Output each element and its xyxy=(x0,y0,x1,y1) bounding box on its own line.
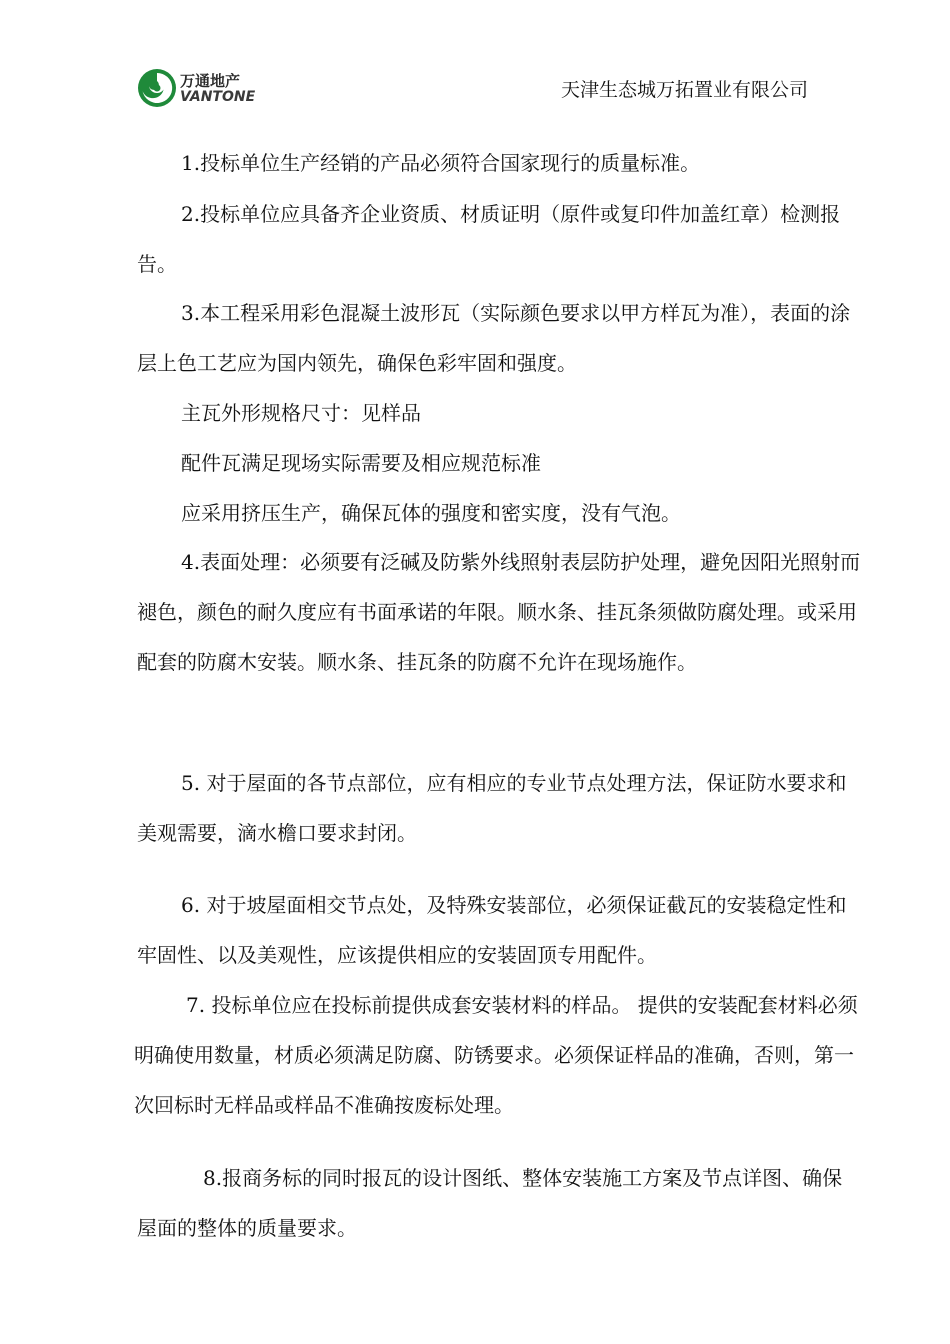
company-name: 天津生态城万拓置业有限公司 xyxy=(560,79,808,101)
paragraph-4: 4.表面处理：必须要有泛碱及防紫外线照射表层防护处理，避免因阳光照射而褪色，颜色的耐久度应有书面承诺的年限。顺水条、挂瓦条须做防腐处理。或采用配套的防腐木安装。顺水条、挂瓦条的防腐不允许在现场施作。 xyxy=(137,550,861,674)
paragraph-3: 3.本工程采用彩色混凝土波形瓦（实际颜色要求以甲方样瓦为准），表面的涂层上色工艺应为国内领先，确保色彩牢固和强度。 xyxy=(137,301,851,375)
paragraph-extrusion: 应采用挤压生产，确保瓦体的强度和密实度，没有气泡。 xyxy=(181,501,681,525)
swirl-logo-icon xyxy=(136,67,178,109)
paragraph-2: 2.投标单位应具备齐企业资质、材质证明（原件或复印件加盖红章）检测报告。 xyxy=(137,202,841,276)
paragraph-7: 7. 投标单位应在投标前提供成套安装材料的样品。 提供的安装配套材料必须明确使用数量，材质必须满足防腐、防锈要求。必须保证样品的准确，否则，第一次回标时无样品或样品不准确按废标处理。 xyxy=(134,993,858,1117)
paragraph-5: 5. 对于屋面的各节点部位，应有相应的专业节点处理方法，保证防水要求和美观需要，滴水檐口要求封闭。 xyxy=(137,771,847,845)
paragraph-8: 8.报商务标的同时报瓦的设计图纸、整体安装施工方案及节点详图、确保屋面的整体的质量要求。 xyxy=(137,1166,843,1240)
logo-text-en: VANTONE xyxy=(180,89,256,105)
paragraph-1: 1.投标单位生产经销的产品必须符合国家现行的质量标准。 xyxy=(181,151,701,175)
paragraph-6: 6. 对于坡屋面相交节点处，及特殊安装部位，必须保证截瓦的安装稳定性和牢固性、以及美观性，应该提供相应的安装固顶专用配件。 xyxy=(137,893,847,967)
paragraph-spec: 主瓦外形规格尺寸：见样品 xyxy=(181,401,421,425)
paragraph-fittings: 配件瓦满足现场实际需要及相应规范标准 xyxy=(181,451,541,475)
vantone-logo xyxy=(136,67,256,109)
page-header xyxy=(0,0,950,120)
logo-text-cn: 万通地产 xyxy=(180,72,241,90)
